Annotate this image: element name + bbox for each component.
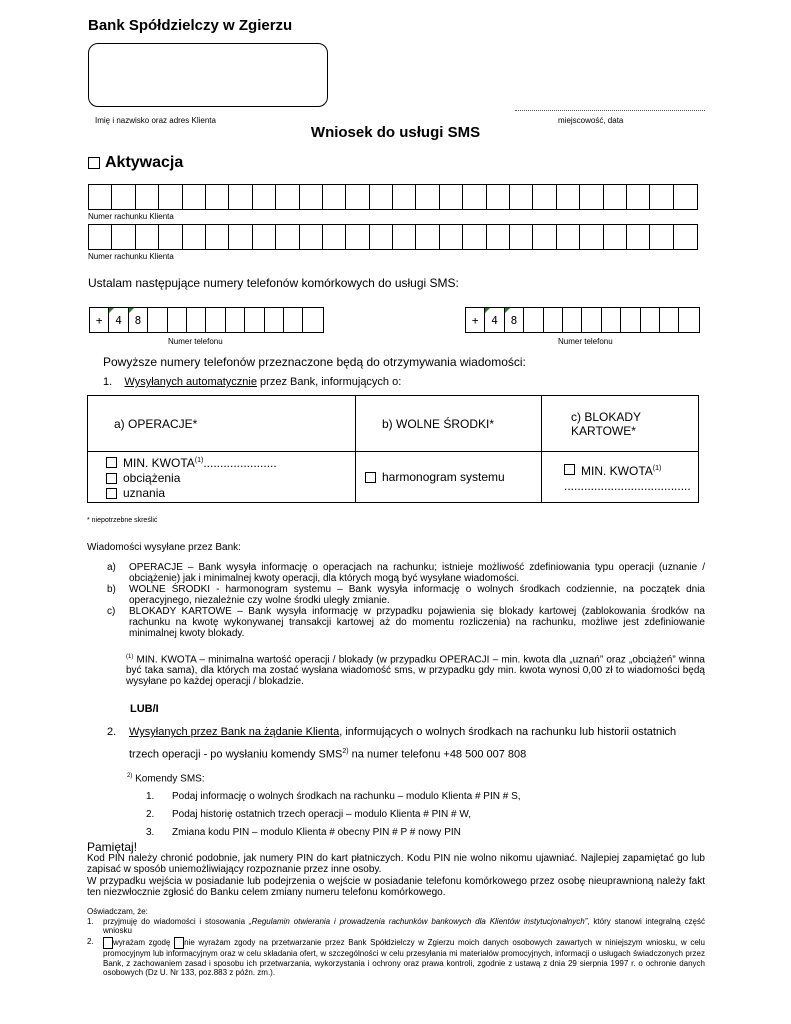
phone-number-grid-1[interactable]: + 4 8 bbox=[89, 307, 324, 333]
list-item: 2. Podaj historię ostatnich trzech operacji – modulo Klienta # PIN # W, bbox=[146, 809, 472, 820]
option-system-schedule[interactable]: harmonogram systemu bbox=[365, 470, 540, 485]
system-schedule-checkbox[interactable] bbox=[365, 472, 376, 483]
free-funds-options-cell bbox=[356, 452, 542, 503]
activation-option[interactable] bbox=[88, 154, 183, 172]
operations-options-cell bbox=[88, 452, 356, 503]
declaration-item-1: 1. przyjmuję do wiadomości i stosowania „Regulamin otwierania i prowadzenia rachunków bankowych dla Klientów instytucjonalnych”, który stanowi integralną część wniosku bbox=[87, 917, 705, 935]
commands-heading: $^{2)}$ Komendy SMS: bbox=[127, 773, 205, 785]
activation-checkbox[interactable] bbox=[88, 157, 100, 169]
option-credit[interactable]: uznania bbox=[106, 486, 354, 501]
remember-heading: Pamiętaj! bbox=[87, 840, 138, 854]
min-amount-note: $^{(1)}$ MIN. KWOTA – minimalna wartość operacji / blokady (w przypadku OPERACJI – min. kwota dla „uznań” oraz „obciążeń” winna być taka sama), dla których ma zostać wysłana wiadomość sms, w przypadku gdy min. kwota wynosi 0,00 zł to wiadomości będą wysyłane po każdej operacji / blokadzie. bbox=[126, 654, 705, 688]
client-name-address-field[interactable] bbox=[88, 43, 328, 107]
no-consent-checkbox[interactable] bbox=[174, 937, 184, 949]
card-blocks-options-cell bbox=[542, 452, 699, 503]
account-label-1: Numer rachunku Klienta bbox=[88, 212, 174, 221]
debit-checkbox[interactable] bbox=[106, 473, 117, 484]
list-item: a) OPERACJE – Bank wysyła informację o operacjach na rachunku; istnieje możliwość zdefiniowania typu operacji (uznanie / obciążenie) jak i minimalnej kwoty operacji, dla których mogą być wysyłane wiadomości. bbox=[107, 562, 705, 584]
option-min-amount[interactable]: MIN. KWOTA$^{(1)}$...................... bbox=[106, 453, 354, 471]
col-header-card-blocks: c) BLOKADY KARTOWE* bbox=[542, 396, 699, 452]
notification-options-table bbox=[87, 395, 699, 503]
account-label-2: Numer rachunku Klienta bbox=[88, 252, 174, 261]
commands-list bbox=[146, 789, 686, 841]
messages-heading: Wiadomości wysyłane przez Bank: bbox=[87, 542, 241, 553]
credit-checkbox[interactable] bbox=[106, 488, 117, 499]
remember-paragraph-2: W przypadku wejścia w posiadanie lub podejrzenia o wejście w posiadanie telefonu komórkowego przez osobę nieuprawnioną należy fakt ten niezwłocznie zgłosić do Banku celem zmiany numeru telefonu komórkowego. bbox=[87, 876, 705, 898]
client-label: Imię i nazwisko oraz adres Klienta bbox=[95, 116, 216, 125]
list-item: b) WOLNE ŚRODKI - harmonogram systemu – Bank wysyła informację o wolnych środkach codziennie, na początek dnia operacyjnego, niezależnie czy wolne środki uległy zmianie. bbox=[107, 584, 705, 606]
min-amount-checkbox[interactable] bbox=[106, 457, 117, 468]
consent-checkbox[interactable] bbox=[103, 937, 113, 949]
bank-name: Bank Spółdzielczy w Zgierzu bbox=[88, 17, 293, 34]
account-number-grid-2[interactable] bbox=[88, 224, 698, 250]
notice-item-1: 1. Wysyłanych automatycznie przez Bank, informujących o: bbox=[103, 376, 402, 388]
card-min-amount-checkbox[interactable] bbox=[564, 464, 575, 475]
account-number-grid-1[interactable] bbox=[88, 184, 698, 210]
declaration-heading: Oświadczam, że: bbox=[87, 907, 148, 916]
notice-text: Powyższe numery telefonów przeznaczone będą do otrzymywania wiadomości: bbox=[103, 355, 526, 369]
card-min-amount-field[interactable]: ...................................... bbox=[564, 478, 691, 493]
activation-label: Aktywacja bbox=[105, 154, 184, 171]
remember-paragraph-1: Kod PIN należy chronić podobnie, jak numery PIN do kart płatniczych. Kodu PIN nie wolno nikomu ujawniać. Najlepiej zapamiętać go lub zapisać w sposób uniemożliwiający rozpoznanie przez inne osoby. bbox=[87, 853, 705, 875]
place-date-field[interactable] bbox=[515, 110, 705, 111]
option-debit[interactable]: obciążenia bbox=[106, 471, 354, 486]
footnote-star: * niepotrzebne skreślić bbox=[87, 517, 158, 524]
notice-item-2: 2. Wysyłanych przez Bank na żądanie Klienta, informujących o wolnych środkach na rachunku lub historii ostatnich trzech operacji - po wysłaniu komendy SMS$^{2)}$ na numer telefonu +48 500 007 808 bbox=[107, 726, 677, 761]
phones-intro: Ustalam następujące numery telefonów komórkowych do usługi SMS: bbox=[88, 276, 459, 290]
list-item: 3. Zmiana kodu PIN – modulo Klienta # obecny PIN # P # nowy PIN bbox=[146, 827, 461, 838]
place-date-label: miejscowość, data bbox=[558, 116, 624, 125]
col-header-free-funds: b) WOLNE ŚRODKI* bbox=[356, 396, 542, 452]
list-item: 1. Podaj informację o wolnych środkach na rachunku – modulo Klienta # PIN # S, bbox=[146, 791, 521, 802]
list-item: c) BLOKADY KARTOWE – Bank wysyła informację w przypadku pojawienia się blokady kartowej (zablokowania środków na rachunku na kwotę wykonywanej transakcji kartowej aż do momentu rozliczenia) na rachunku, możliwe jest zdefiniowanie minimalnej kwoty blokady. bbox=[107, 606, 705, 639]
or-label: LUB/I bbox=[130, 703, 159, 715]
declaration-item-2: 2. wyrażam zgodę nie wyrażam zgody na przetwarzanie przez Bank Spółdzielczy w Zgierzu moich danych osobowych zawartych w niniejszym wniosku, w celu promocyjnym lub informacyjnym oraz w celu składania ofert, w szczególności w celu przesyłania mi materiałów promocyjnych, informacji o usługach świadczonych przez Bank, z zachowaniem zasad i sposobu ich przetwarzania, wykorzystania i ochrony oraz prawa kontroli, zgodnie z ustawą z dnia 29 sierpnia 1997 r. o ochronie danych osobowych (Dz U. Nr 133, poz.883 z późn. zm.). bbox=[87, 937, 705, 977]
phone-number-grid-2[interactable]: + 4 8 bbox=[465, 307, 700, 333]
phone-label-2: Numer telefonu bbox=[558, 337, 613, 346]
form-title: Wniosek do usługi SMS bbox=[310, 124, 481, 141]
option-card-min-amount[interactable]: MIN. KWOTA$^{(1)}$ bbox=[564, 461, 697, 479]
col-header-operations: a) OPERACJE* bbox=[88, 396, 356, 452]
phone-label-1: Numer telefonu bbox=[168, 337, 223, 346]
messages-list bbox=[107, 562, 705, 639]
